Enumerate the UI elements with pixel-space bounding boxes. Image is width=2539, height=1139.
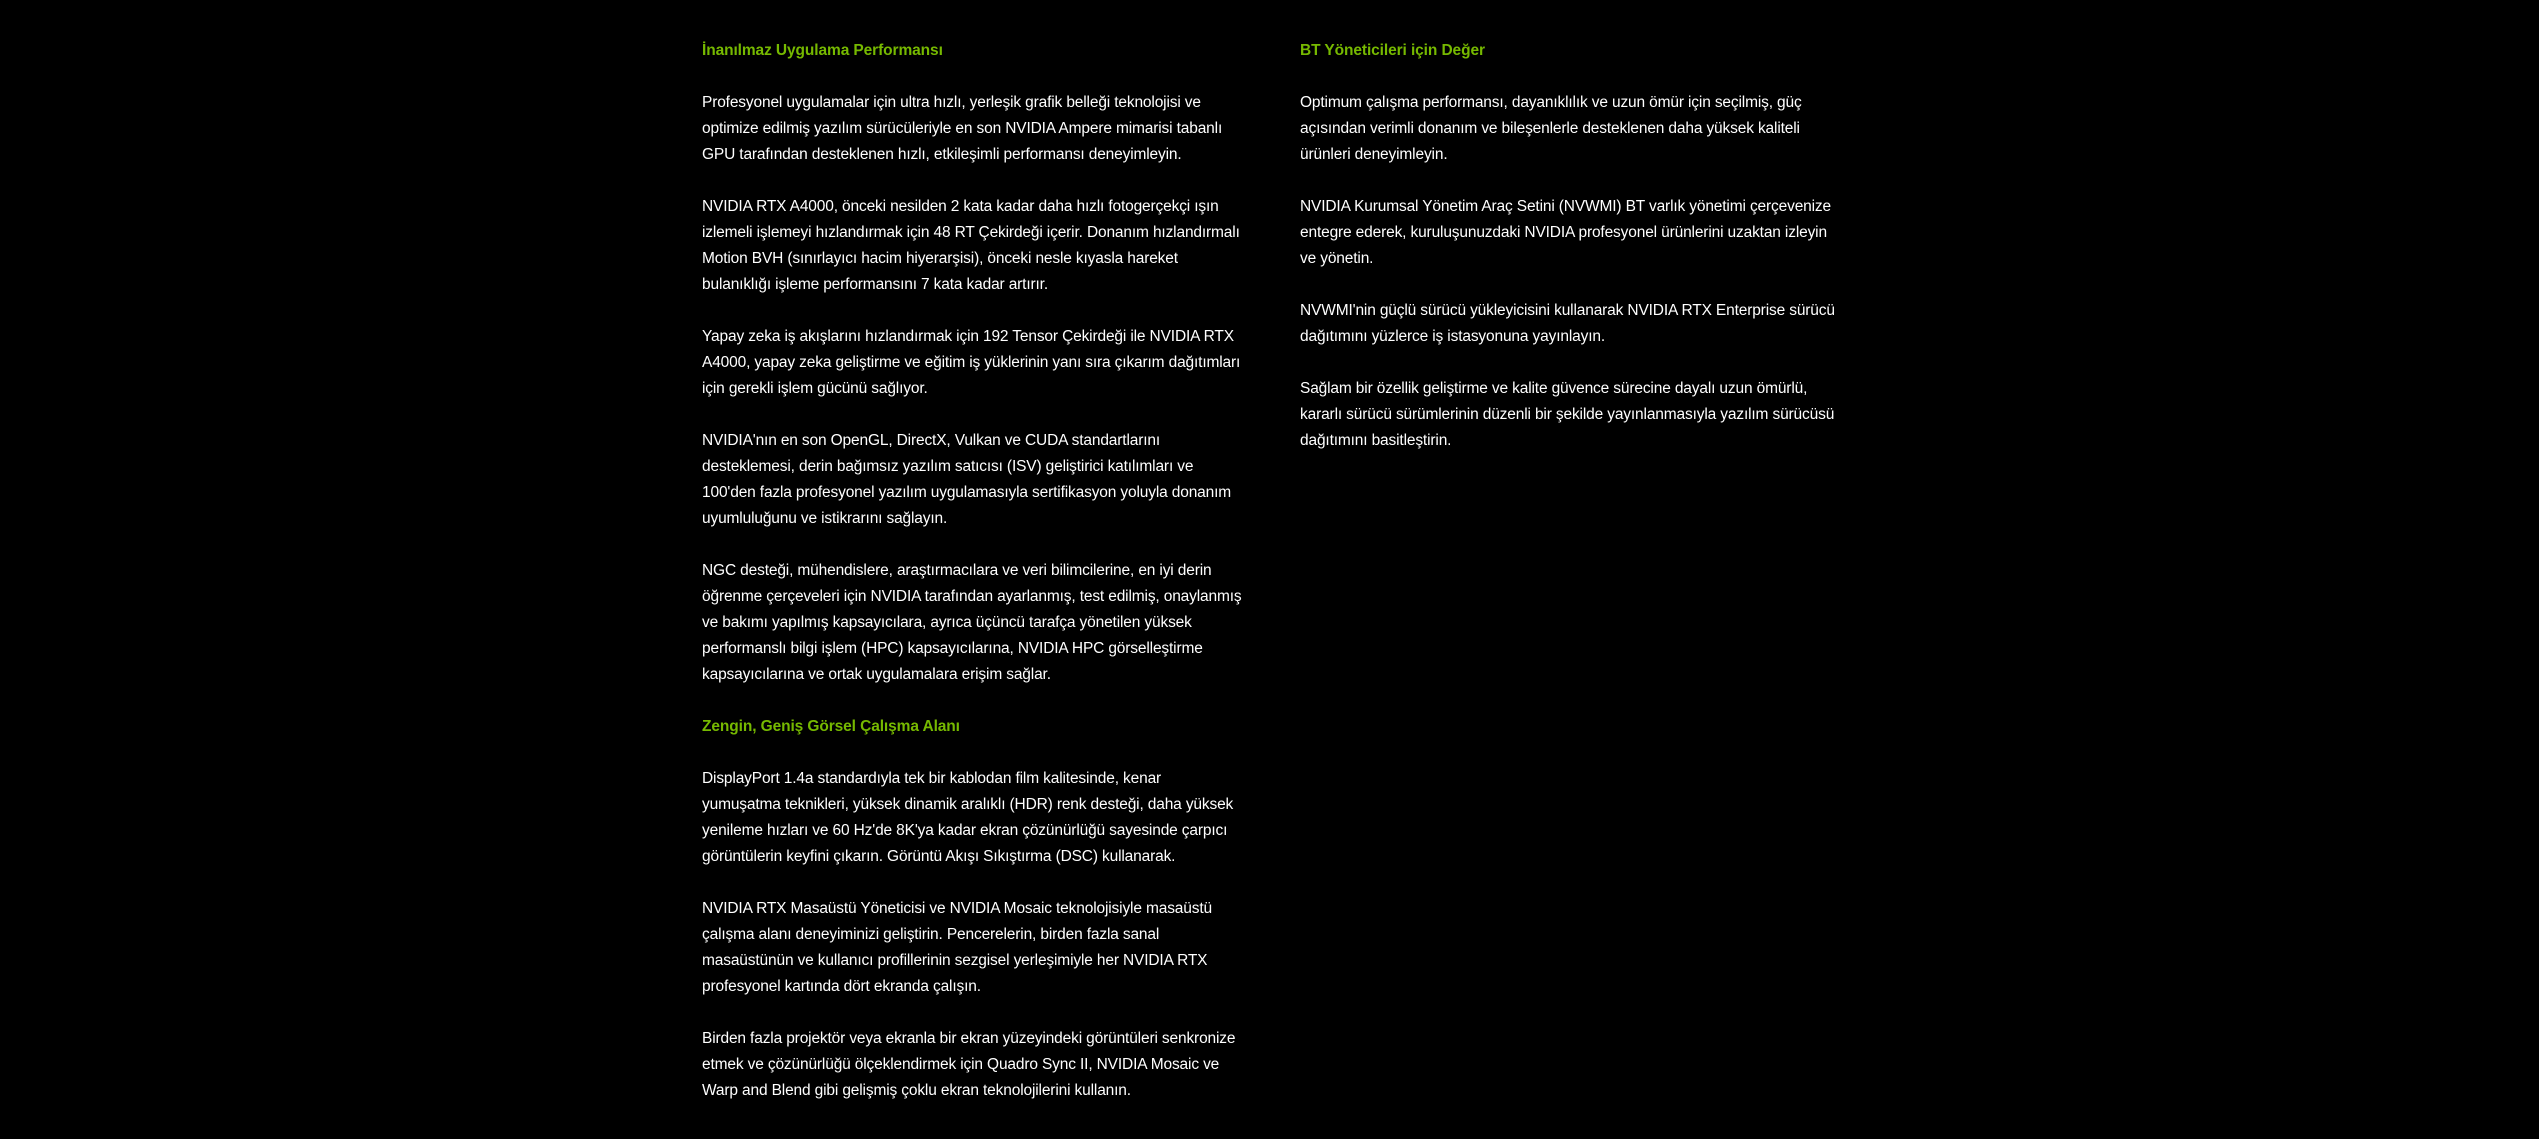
section-it-value	[1300, 38, 1840, 454]
heading-it-value: BT Yöneticileri için Değer	[1300, 42, 1485, 59]
paragraph-desktop-manager: NVIDIA RTX Masaüstü Yöneticisi ve NVIDIA Mosaic teknolojisiyle masaüstü çalışma alanı deneyiminizi geliştirin. Pencerelerin, birden fazla sanal masaüstünün ve kullanıcı profillerinin sezgisel yerleşimiyle her NVIDIA RTX profesyonel kartında dört ekranda çalışın.	[702, 900, 1212, 995]
right-column	[1300, 38, 1840, 480]
paragraph-quality-hardware: Optimum çalışma performansı, dayanıklılık ve uzun ömür için seçilmiş, güç açısından verimli donanım ve bileşenlerle desteklenen daha yüksek kaliteli ürünleri deneyimleyin.	[1300, 94, 1802, 163]
paragraph-ampere-performance: Profesyonel uygulamalar için ultra hızlı, yerleşik grafik belleği teknolojisi ve optimize edilmiş yazılım sürücüleriyle en son NVIDIA Ampere mimarisi tabanlı GPU tarafından desteklenen hızlı, etkileşimli performansı deneyimleyin.	[702, 94, 1223, 163]
paragraph-driver-deployment: NVWMI'nin güçlü sürücü yükleyicisini kullanarak NVIDIA RTX Enterprise sürücü dağıtımını yüzlerce iş istasyonuna yayınlayın.	[1300, 302, 1835, 345]
paragraph-multi-display: Birden fazla projektör veya ekranla bir ekran yüzeyindeki görüntüleri senkronize etmek ve çözünürlüğü ölçeklendirmek için Quadro Sync II, NVIDIA Mosaic ve Warp and Blend gibi gelişmiş çoklu ekran teknolojilerini kullanın.	[702, 1030, 1236, 1099]
paragraph-nvwmi: NVIDIA Kurumsal Yönetim Araç Setini (NVWMI) BT varlık yönetimi çerçevenize entegre ederek, kuruluşunuzdaki NVIDIA profesyonel ürünlerini uzaktan izleyin ve yönetin.	[1300, 198, 1831, 267]
paragraph-tensor-cores: Yapay zeka iş akışlarını hızlandırmak için 192 Tensor Çekirdeği ile NVIDIA RTX A4000, yapay zeka geliştirme ve eğitim iş yüklerinin yanı sıra çıkarım dağıtımları için gerekli işlem gücünü sağlıyor.	[702, 328, 1241, 397]
section-visual-workspace	[702, 714, 1242, 1104]
section-application-performance	[702, 38, 1242, 688]
paragraph-isv-certification: NVIDIA'nın en son OpenGL, DirectX, Vulkan ve CUDA standartlarını desteklemesi, derin bağımsız yazılım satıcısı (ISV) geliştirici katılımları ve 100'den fazla profesyonel yazılım uygulamasıyla sertifikasyon yoluyla donanım uyumluluğunu ve istikrarını sağlayın.	[702, 432, 1232, 527]
paragraph-rt-cores: NVIDIA RTX A4000, önceki nesilden 2 kata kadar daha hızlı fotogerçekçi ışın izlemeli işlemeyi hızlandırmak için 48 RT Çekirdeği içerir. Donanım hızlandırmalı Motion BVH (sınırlayıcı hacim hiyerarşisi), önceki nesle kıyasla hareket bulanıklığı işleme performansını 7 kata kadar artırır.	[702, 198, 1240, 293]
paragraph-ngc-support: NGC desteği, mühendislere, araştırmacılara ve veri bilimcilerine, en iyi derin öğrenme çerçeveleri için NVIDIA tarafından ayarlanmış, test edilmiş, onaylanmış ve bakımı yapılmış kapsayıcılara, ayrıca üçüncü tarafça yönetilen yüksek performanslı bilgi işlem (HPC) kapsayıcılarına, NVIDIA HPC görselleştirme kapsayıcılarına ve ortak uygulamalara erişim sağlar.	[702, 562, 1242, 683]
paragraph-driver-releases: Sağlam bir özellik geliştirme ve kalite güvence sürecine dayalı uzun ömürlü, kararlı sürücü sürümlerinin düzenli bir şekilde yayınlanmasıyla yazılım sürücüsü dağıtımını basitleştirin.	[1300, 380, 1835, 449]
heading-application-performance: İnanılmaz Uygulama Performansı	[702, 42, 943, 59]
left-column	[702, 38, 1242, 1130]
heading-visual-workspace: Zengin, Geniş Görsel Çalışma Alanı	[702, 718, 960, 735]
paragraph-displayport: DisplayPort 1.4a standardıyla tek bir kablodan film kalitesinde, kenar yumuşatma teknikleri, yüksek dinamik aralıklı (HDR) renk desteği, daha yüksek yenileme hızları ve 60 Hz'de 8K'ya kadar ekran çözünürlüğü sayesinde çarpıcı görüntülerin keyfini çıkarın. Görüntü Akışı Sıkıştırma (DSC) kullanarak.	[702, 770, 1234, 865]
